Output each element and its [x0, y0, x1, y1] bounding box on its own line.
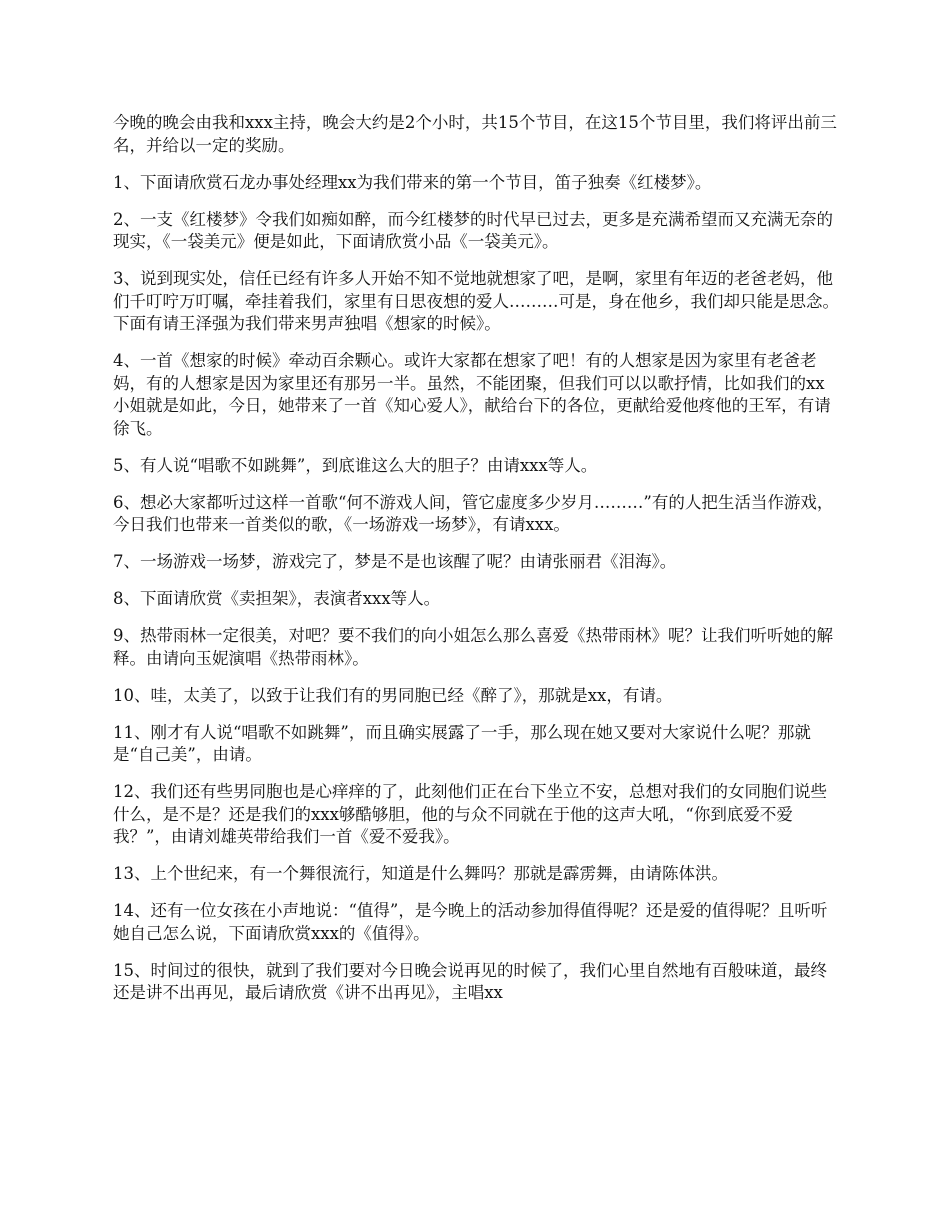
- program-item-15: 15、时间过的很快，就到了我们要对今日晚会说再见的时候了，我们心里自然地有百般味道，最终还是讲不出再见，最后请欣赏《讲不出再见》，主唱xx: [113, 960, 827, 1002]
- program-item-6: 6、想必大家都听过这样一首歌“何不游戏人间，管它虚度多少岁月………”有的人把生活当作游戏，今日我们也带来一首类似的歌，《一场游戏一场梦》，有请xxx。: [113, 492, 834, 534]
- program-item-7: 7、一场游戏一场梦，游戏完了，梦是不是也该醒了呢？由请张丽君《泪海》。: [113, 552, 677, 571]
- program-item-1: 1、下面请欣赏石龙办事处经理xx为我们带来的第一个节目，笛子独奏《红楼梦》。: [113, 172, 712, 192]
- program-item-13: 13、上个世纪来，有一个舞很流行，知道是什么舞吗？那就是霹雳舞，由请陈体洪。: [113, 864, 728, 883]
- program-item-4: 4、一首《想家的时候》牵动百余颗心。或许大家都在想家了吧！有的人想家是因为家里有老爸老妈，有的人想家是因为家里还有那另一半。虽然，不能团聚，但我们可以以歌抒情，比如我们的xx小姐就是如此，今日，她带来了一首《知心爱人》，献给台下的各位，更献给爱他疼他的王军，有请徐飞。: [113, 351, 831, 438]
- program-item-5: 5、有人说“唱歌不如跳舞”，到底谁这么大的胆子？由请xxx等人。: [113, 455, 598, 475]
- intro-paragraph: 今晚的晚会由我和xxx主持，晚会大约是2个小时，共15个节目，在这15个节目里，我们将评出前三名，并给以一定的奖励。: [113, 113, 837, 155]
- document-body: [113, 112, 840, 1019]
- program-item-14: 14、还有一位女孩在小声地说：“值得”，是今晚上的活动参加得值得呢？还是爱的值得呢？且听听她自己怎么说，下面请欣赏xxx的《值得》。: [113, 901, 828, 943]
- program-item-11: 11、刚才有人说“唱歌不如跳舞”，而且确实展露了一手，那么现在她又要对大家说什么呢？那就是“自己美”，由请。: [113, 722, 811, 764]
- program-item-3: 3、说到现实处，信任已经有许多人开始不知不觉地就想家了吧，是啊，家里有年迈的老爸老妈，他们千叮咛万叮嘱，牵挂着我们，家里有日思夜想的爱人………可是，身在他乡，我们却只能是思念。下面有请王泽强为我们带来男声独唱《想家的时候》。: [113, 269, 839, 333]
- program-item-12: 12、我们还有些男同胞也是心痒痒的了，此刻他们正在台下坐立不安，总想对我们的女同胞们说些什么，是不是？还是我们的xxx够酷够胆，他的与众不同就在于他的这声大吼，“你到底爱不爱我？”，由请刘雄英带给我们一首《爱不爱我》。: [113, 782, 827, 846]
- program-item-8: 8、下面请欣赏《卖担架》，表演者xxx等人。: [113, 589, 441, 608]
- program-item-9: 9、热带雨林一定很美，对吧？要不我们的向小姐怎么那么喜爱《热带雨林》呢？让我们听听她的解释。由请向玉妮演唱《热带雨林》。: [113, 626, 833, 668]
- program-item-10: 10、哇，太美了，以致于让我们有的男同胞已经《醉了》，那就是xx，有请。: [113, 685, 673, 705]
- program-item-2: 2、一支《红楼梦》令我们如痴如醉，而今红楼梦的时代早已过去，更多是充满希望而又充满无奈的现实，《一袋美元》便是如此，下面请欣赏小品《一袋美元》。: [113, 209, 833, 251]
